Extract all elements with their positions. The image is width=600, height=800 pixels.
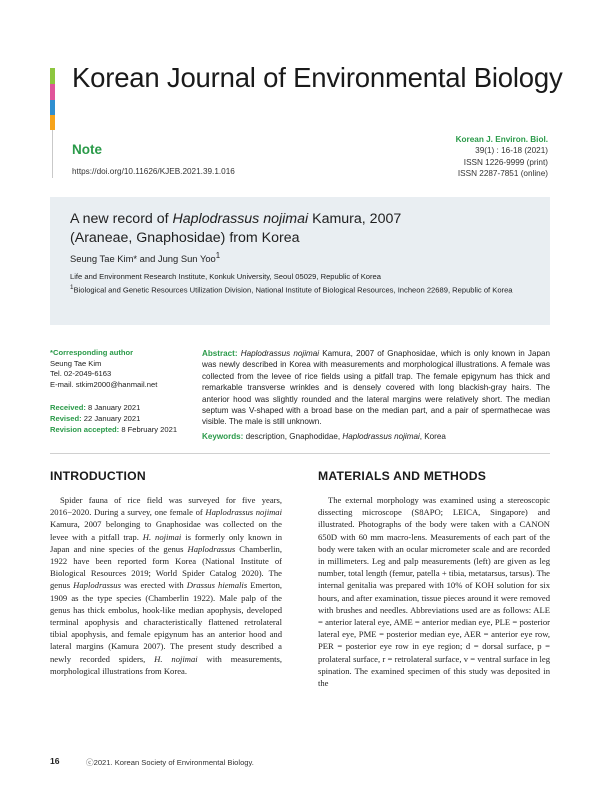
revised-date — [50, 414, 190, 425]
accent-bar-orange — [50, 115, 55, 130]
issn-print: ISSN 1226-9999 (print) — [463, 157, 548, 167]
sidebar-info — [50, 348, 190, 435]
volume-info: 39(1) : 16-18 (2021) — [475, 146, 548, 156]
accepted-value: 8 February 2021 — [119, 424, 178, 434]
title-text: (Araneae, Gnaphosidae) from Korea — [70, 230, 300, 246]
section-divider — [50, 453, 550, 454]
page-number: 16 — [50, 756, 60, 766]
doi-link[interactable]: https://doi.org/10.11626/KJEB.2021.39.1.016 — [72, 167, 235, 176]
accent-bar-pink — [50, 84, 55, 100]
abstract-label: Abstract: — [202, 349, 238, 358]
keywords-text: description, Gnaphodidae, — [243, 432, 343, 441]
accepted-date — [50, 425, 190, 436]
accepted-label: Revision accepted: — [50, 424, 120, 434]
corresponding-author-heading: *Corresponding author — [50, 348, 134, 357]
revised-value: 22 January 2021 — [81, 413, 141, 423]
keywords-species: Haplodrassus nojimai — [342, 432, 420, 441]
affiliation-2 — [70, 283, 530, 296]
received-date — [50, 403, 190, 414]
accent-bar-blue — [50, 100, 55, 115]
affiliation-2-text: Biological and Genetic Resources Utilization Division, National Institute of Biological Resources, Incheon 22689, Republic of Korea — [73, 285, 513, 295]
abstract — [202, 348, 550, 428]
journal-abbreviation: Korean J. Environ. Biol. — [455, 135, 548, 144]
corresponding-author-name: Seung Tae Kim — [50, 358, 102, 368]
copyright: ⓒ2021. Korean Society of Environmental Biology. — [86, 758, 254, 767]
keywords-label: Keywords: — [202, 432, 244, 441]
methods-body — [318, 494, 550, 689]
citation-block — [456, 134, 548, 180]
title-text: Kamura, 2007 — [308, 211, 402, 227]
abstract-species: Haplodrassus nojimai — [240, 349, 320, 358]
author-names: Seung Tae Kim* and Jung Sun Yoo — [70, 253, 216, 265]
authors — [70, 251, 220, 264]
affiliation-marker: 1 — [70, 283, 74, 291]
paper-title — [70, 210, 401, 248]
received-label: Received: — [50, 403, 86, 413]
article-type-label: Note — [72, 142, 102, 157]
affiliations — [70, 272, 530, 296]
corresponding-author-email[interactable]: E-mail. stkim2000@hanmail.net — [50, 379, 158, 389]
abstract-text: Kamura, 2007 of Gnaphosidae, which is only known in Japan was newly described in Korea with measurements and morphological illustrations. A female was collected from the levee of rice fields using a pitfall trap. The female epigynum has thick and remarkable transverse wrinkles and is densely covered with long blackish-gray hairs. The anterior hood was slightly rounded and the lateral margins were relatively short. The median septum was V-shaped with a broad base on the median part, and a pair of spermathecae was visible. The male is still unknown. — [202, 349, 550, 427]
corresponding-author-tel: Tel. 02-2049-6163 — [50, 369, 112, 379]
methods-heading: MATERIALS AND METHODS — [318, 469, 487, 483]
title-text: A new record of — [70, 211, 173, 227]
keywords — [202, 432, 550, 441]
keywords-text: , Korea — [419, 432, 446, 441]
introduction-heading: INTRODUCTION — [50, 469, 146, 483]
accent-bar-green — [50, 68, 55, 84]
introduction-body: Spider fauna of rice field was surveyed for five years, 2016−2020. During a survey, one female of Haplodrassus nojimai Kamura, 2007 belonging to Gnaphosidae was collected on the levee with a pitfall trap. H. nojimai is formerly only known in Japan and nine species of the genus Haplodrassus Chamberlin, 1922 have been reported form Korea (National Institute of Biological Resources 2019; World Spider Catalog 2020). The genus Haplodrassus was erected with Drassus hiemalis Emerton, 1909 as the type species (Chamberlin 1922). Male palp of the genus has thick embolus, hook-like median apophysis, developed terminal apophysis and characteristically flattened retrolateral tibial apophysis, and female epigynum has an anterior hood and lateral margins (Kamura 2007). The present study described a newly recorded spiders, H. nojimai with measurements, morphological illustrations from Korea. — [50, 495, 283, 676]
revised-label: Revised: — [50, 413, 82, 423]
author-affiliation-marker: 1 — [215, 251, 221, 260]
affiliation-1: Life and Environment Research Institute, Konkuk University, Seoul 05029, Republic of Korea — [70, 272, 381, 281]
issn-online: ISSN 2287-7851 (online) — [457, 169, 548, 179]
journal-title: Korean Journal of Environmental Biology — [72, 62, 563, 93]
received-value: 8 January 2021 — [85, 403, 141, 413]
methods-text: The external morphology was examined using a stereoscopic dissecting microscope (S8APO; LEICA, Singapore) and illustrated. Photographs of the body were taken with a CANON 650D with 60 mm macro-lens. Measurements of each part of the body were taken with an ocular micrometer scale and are recorded in millimeters. Leg and palp measurements (left) are given as leg number, total length (femur, patella + tibia, metatarsus, tarsus). The internal genitalia was prepared with 10% of KOH solution for six hours, and after examination, tissue pieces around it were removed with brushes and needles. Abbreviations used are as follows: ALE = anterior lateral eye, AME = anterior median eye, PLE = posterior lateral eye, PME = posterior median eye, AER = anterior eye row, PER = posterior eye row in eye region; d = dorsal surface, p = prolateral surface, r = retrolateral surface, v = ventral surface in leg spination. The examined specimen of this study was deposited in the — [318, 495, 550, 689]
header-divider-line — [52, 130, 53, 178]
title-species: Haplodrassus nojimai — [172, 211, 309, 227]
